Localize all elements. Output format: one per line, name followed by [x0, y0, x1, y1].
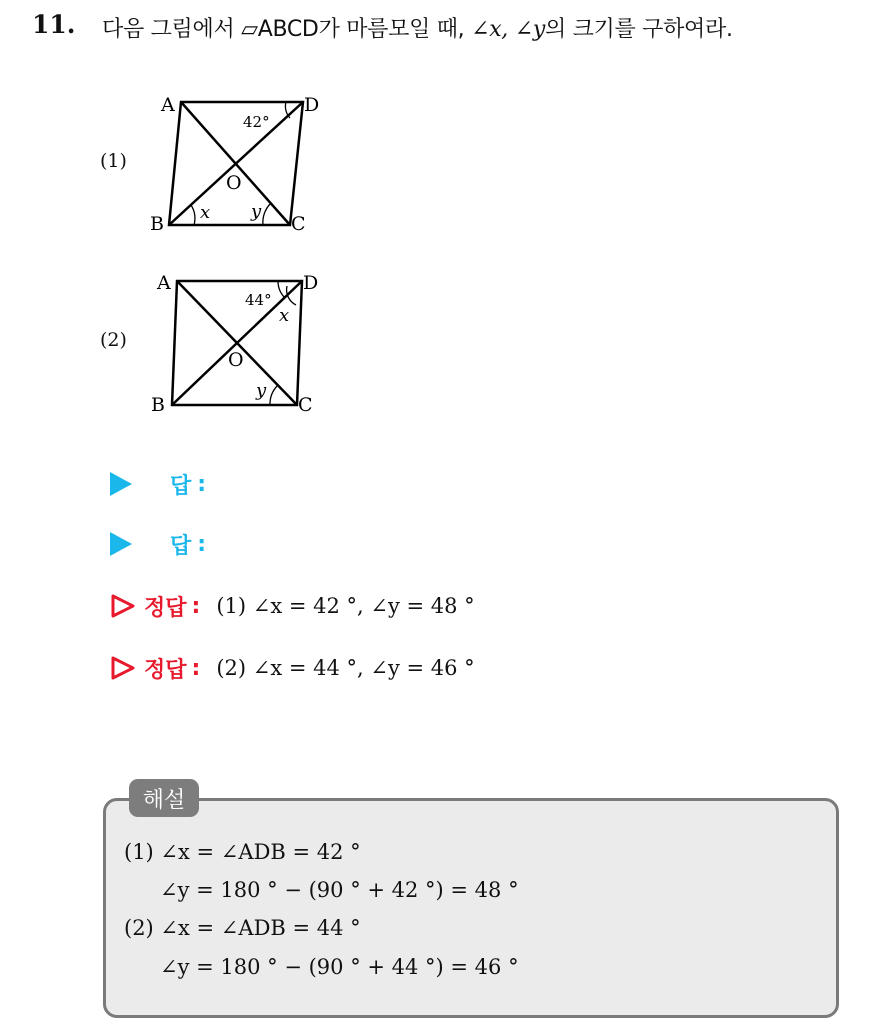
part-label-2: (2)	[100, 329, 127, 351]
vertex-c-2: C	[298, 394, 313, 416]
vertex-a-2: A	[157, 272, 171, 294]
answer-colon-1: :	[197, 471, 207, 497]
angle-x-1: x	[200, 202, 211, 223]
figure-rhombus-1	[0, 0, 884, 440]
solution-line-2: ∠y = 180 ° − (90 ° + 42 °) = 48 °	[160, 878, 519, 902]
solution-line-3: (2) ∠x = ∠ADB = 44 °	[124, 916, 361, 940]
solution-line-1: (1) ∠x = ∠ADB = 42 °	[124, 840, 361, 864]
solution-line-4: ∠y = 180 ° − (90 ° + 44 °) = 46 °	[160, 955, 519, 979]
angle-label-1: 42°	[243, 113, 270, 131]
center-o-1: O	[226, 172, 242, 194]
question-text-after: 의 크기를 구하여라.	[544, 17, 733, 42]
question-text-before: 다음 그림에서 ▱ABCD가 마름모일 때,	[102, 17, 472, 42]
angle-x-2: x	[279, 305, 290, 326]
angle-y-1: y	[251, 201, 262, 222]
correct-row-2	[110, 651, 475, 685]
solution-badge: 해설	[129, 779, 199, 817]
correct-value-2: (2) ∠x = 44 °, ∠y = 46 °	[216, 656, 475, 680]
center-o-2: O	[228, 349, 244, 371]
answer-label-1: 답	[170, 473, 192, 499]
vertex-a-1: A	[161, 94, 175, 116]
answer-colon-2: :	[197, 531, 207, 557]
question-number: 11.	[32, 10, 76, 39]
vertex-b-2: B	[151, 394, 165, 416]
play-triangle-icon	[110, 532, 132, 556]
correct-label-1: 정답	[144, 595, 187, 621]
part-label-1: (1)	[100, 150, 127, 172]
vertex-d-1: D	[304, 94, 320, 116]
answer-row-1	[110, 467, 206, 501]
correct-label-2: 정답	[144, 657, 187, 683]
vertex-c-1: C	[291, 213, 306, 235]
correct-colon-1: :	[191, 593, 201, 619]
correct-row-1	[110, 589, 475, 623]
solution-box	[103, 798, 839, 1018]
correct-colon-2: :	[191, 655, 201, 681]
answer-row-2	[110, 527, 206, 561]
vertex-d-2: D	[303, 272, 319, 294]
vertex-b-1: B	[150, 213, 164, 235]
question-math: ∠x, ∠y	[471, 17, 545, 42]
angle-y-2: y	[256, 380, 267, 401]
correct-value-1: (1) ∠x = 42 °, ∠y = 48 °	[216, 594, 475, 618]
angle-label-2: 44°	[245, 291, 272, 309]
play-triangle-icon	[110, 472, 132, 496]
answer-label-2: 답	[170, 533, 192, 559]
outline-triangle-icon	[110, 655, 136, 681]
outline-triangle-icon	[110, 593, 136, 619]
